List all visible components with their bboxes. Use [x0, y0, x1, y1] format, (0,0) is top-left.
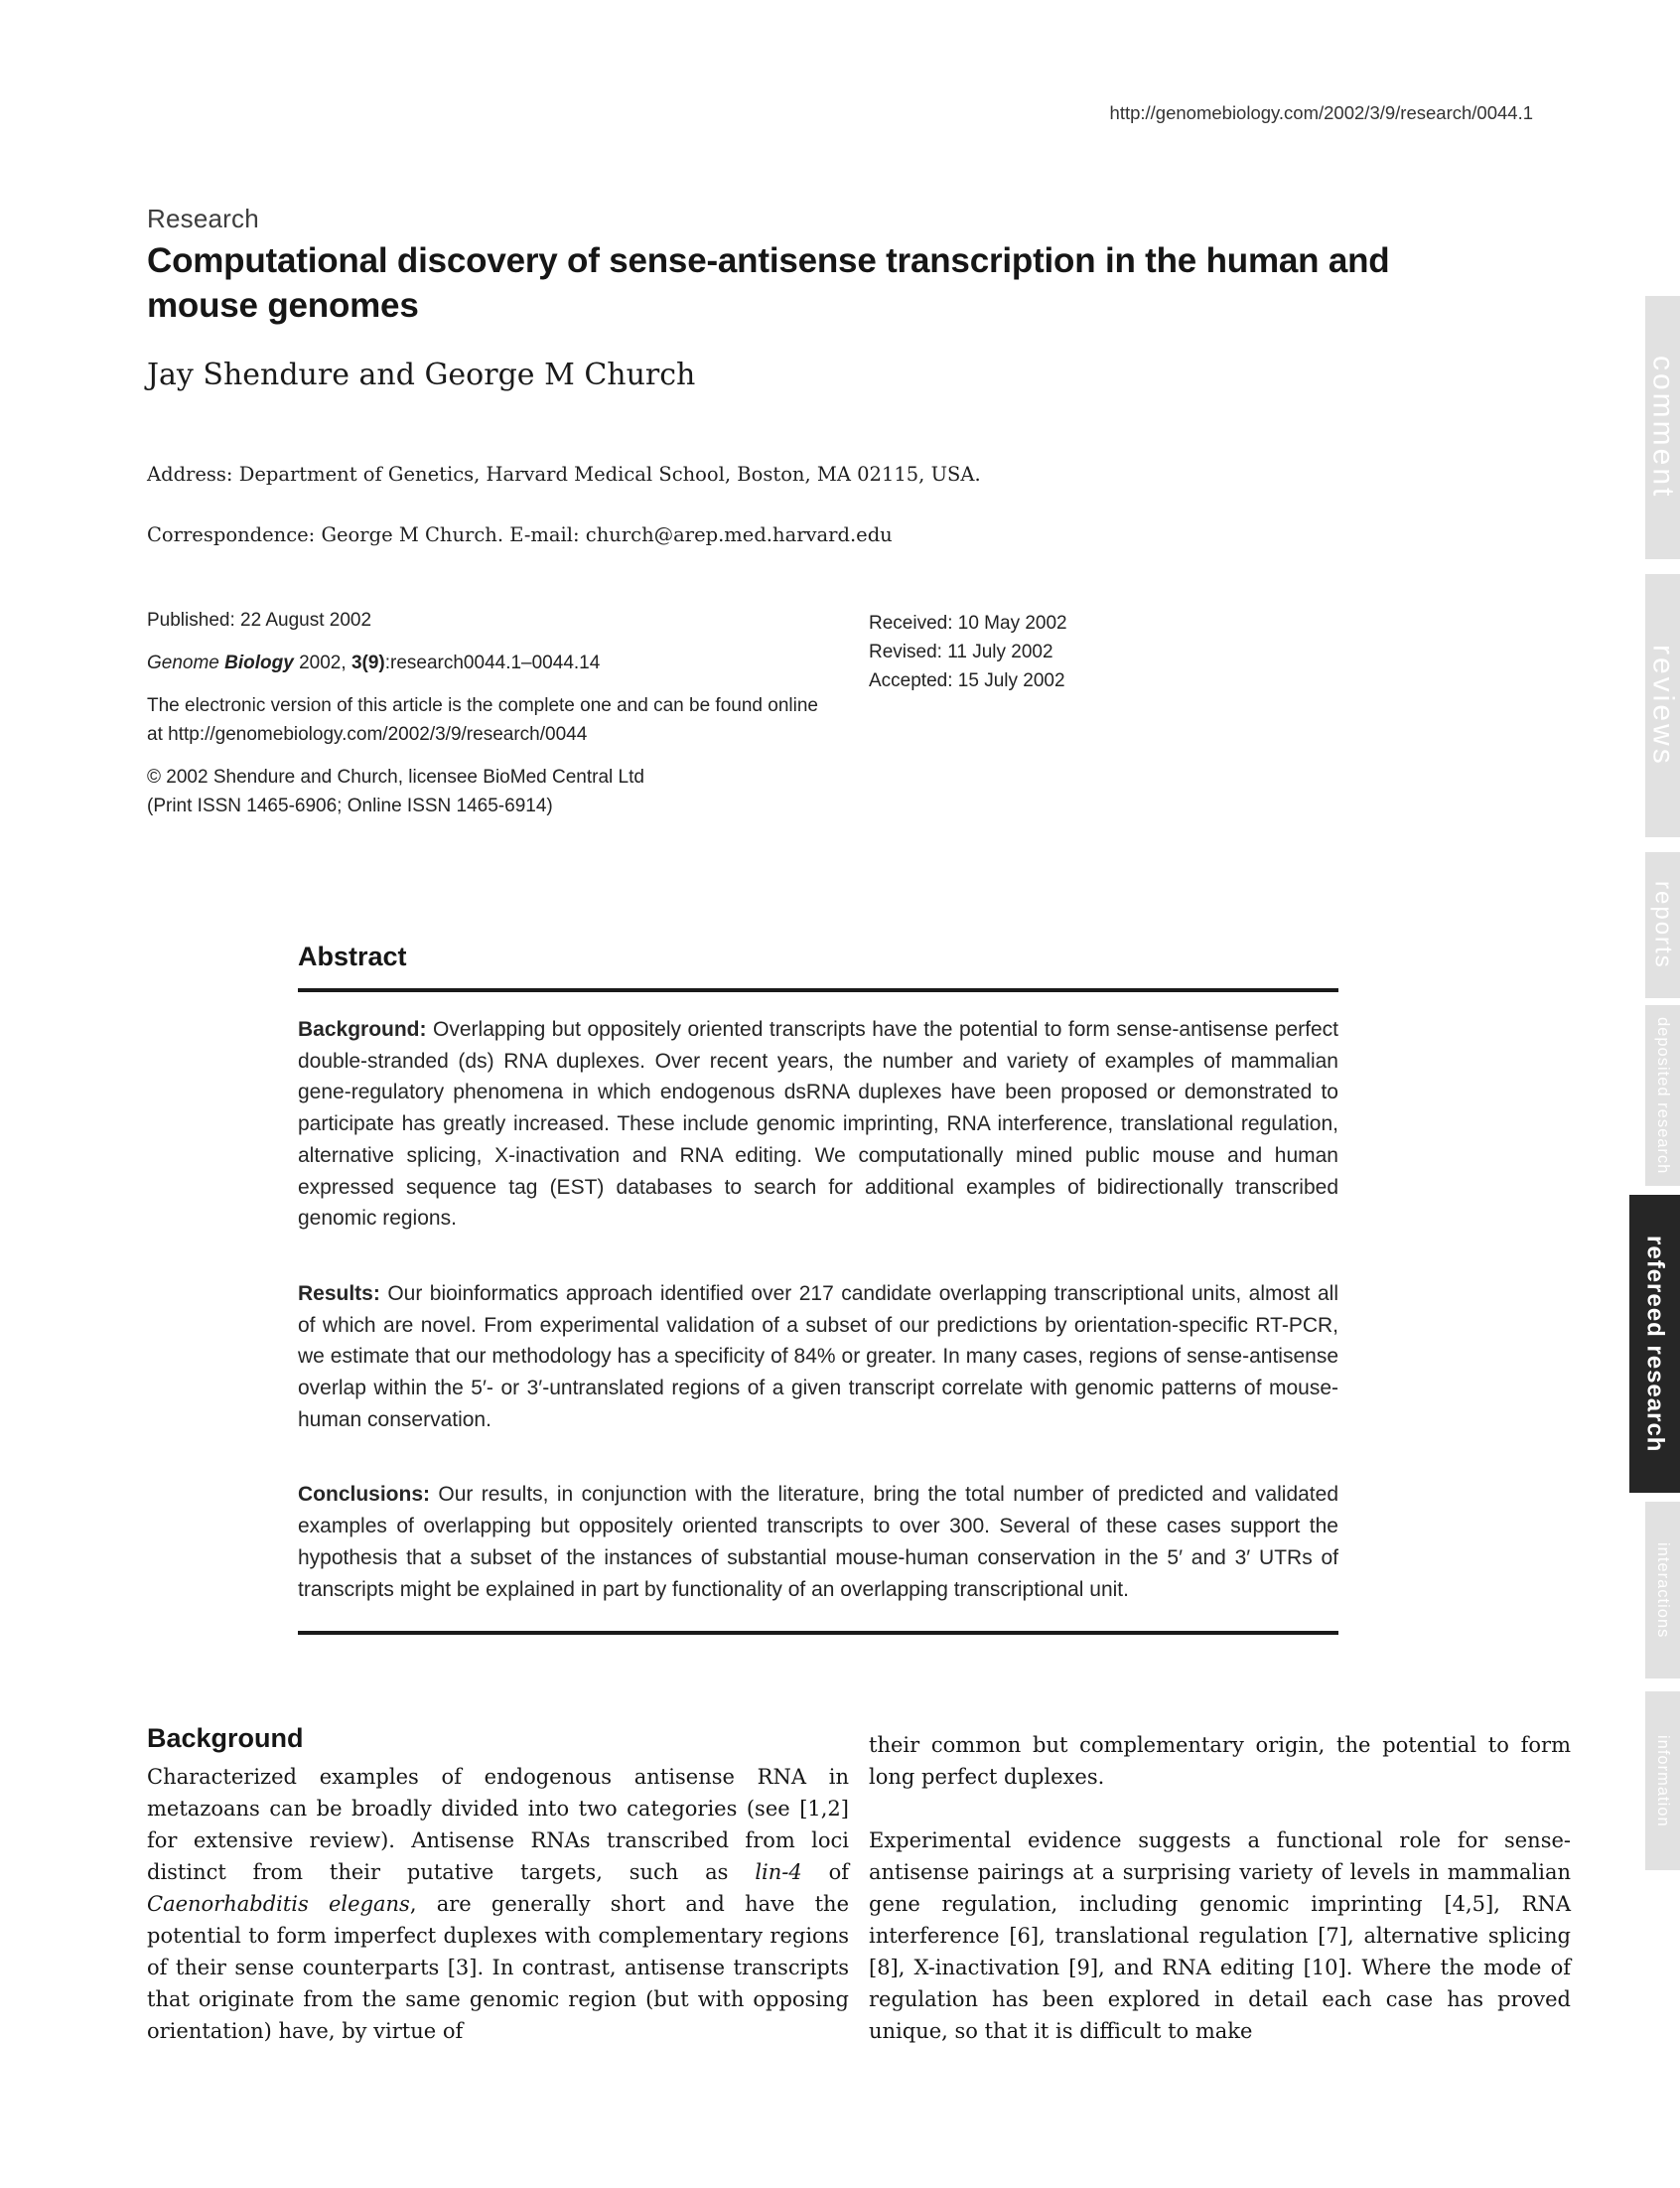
citation-volume: 3(9): [350, 653, 385, 673]
results-label: Results:: [298, 1281, 388, 1305]
journal-name-2: Biology: [224, 653, 294, 673]
tab-label: interactions: [1654, 1541, 1672, 1639]
sidebar-tab-reports[interactable]: [1645, 852, 1680, 998]
sidebar-tab-information[interactable]: [1645, 1691, 1680, 1870]
abstract-top-rule: [298, 988, 1338, 992]
article-title: Computational discovery of sense-antisense transcription in the human and mouse genomes: [147, 241, 1390, 325]
sidebar-tab-reviews[interactable]: [1645, 574, 1680, 837]
revised-date: Revised: 11 July 2002: [869, 642, 1053, 662]
electronic-version-note: The electronic version of this article is the complete one and can be found online at http://genomebiology.com/2002/3/9/research/0044: [147, 695, 818, 745]
body-text: Characterized examples of endogenous antisense RNA in metazoans can be broadly divided into two categories (see [1,2] for extensive review). Antisense RNAs transcribed from loci distinct from their putative targets, such as: [147, 1765, 849, 1884]
sidebar-tab-deposited-research[interactable]: [1645, 1005, 1680, 1186]
tab-label: reviews: [1646, 645, 1680, 767]
article-authors: Jay Shendure and George M Church: [147, 358, 696, 392]
gene-name-italic: lin-4: [755, 1860, 802, 1884]
tab-label: refereed research: [1641, 1235, 1669, 1453]
issn-line: (Print ISSN 1465-6906; Online ISSN 1465-6914): [147, 796, 553, 816]
article-type-kicker: Research: [147, 204, 259, 233]
body-column-left: [147, 1761, 849, 2047]
body-text: of: [801, 1860, 850, 1884]
received-date: Received: 10 May 2002: [869, 613, 1067, 634]
abstract-results-paragraph: [298, 1278, 1338, 1436]
abstract-heading: Abstract: [298, 942, 407, 971]
body-paragraph: their common but complementary origin, the potential to form long perfect duplexes.: [869, 1733, 1571, 1789]
species-name-italic: Caenorhabditis elegans: [147, 1892, 410, 1916]
background-section-heading: Background: [147, 1723, 304, 1753]
tab-label: reports: [1649, 881, 1677, 969]
abstract-section: [298, 942, 1338, 1635]
background-label: Background:: [298, 1018, 434, 1041]
abstract-bottom-rule: [298, 1631, 1338, 1635]
author-address: Address: Department of Genetics, Harvard Medical School, Boston, MA 02115, USA.: [147, 463, 981, 486]
body-paragraph: Experimental evidence suggests a functional role for sense-antisense pairings at a surprising variety of levels in mammalian gene regulation, including genomic imprinting [4,5], RNA interference [6], translational regulation [7], alternative splicing [8], X-inactivation [9], and RNA editing [10]. Where the mode of regulation has been explored in detail each case has proved unique, so that it is difficult to make: [869, 1828, 1571, 2043]
body-text: , are generally short and have the potential to form imperfect duplexes with complementary regions of their sense counterparts [3]. In contrast, antisense transcripts that originate from the same genomic region (but with opposing orientation) have, by virtue of: [147, 1892, 849, 2043]
citation-pages: :research0044.1–0044.14: [384, 653, 601, 673]
conclusions-label: Conclusions:: [298, 1483, 439, 1507]
accepted-date: Accepted: 15 July 2002: [869, 670, 1065, 691]
review-dates: [869, 609, 1067, 695]
sidebar-tab-refereed-research-active[interactable]: [1629, 1195, 1680, 1493]
citation-line: [147, 649, 832, 677]
results-text: Our bioinformatics approach identified over 217 candidate overlapping transcriptional units, almost all of which are novel. From experimental validation of a subset of our predictions by orientation-specific RT-PCR, we estimate that our methodology has a specificity of 84% or greater. In many cases, regions of sense-antisense overlap within the 5′- or 3′-untranslated regions of a given transcript correlate with genomic patterns of mouse-human conservation.: [298, 1281, 1338, 1431]
body-paragraph: [147, 1761, 849, 2047]
sidebar-tab-interactions[interactable]: [1645, 1502, 1680, 1678]
abstract-background-paragraph: [298, 1014, 1338, 1235]
copyright-line: © 2002 Shendure and Church, licensee BioMed Central Ltd: [147, 767, 644, 788]
sidebar-tab-comment[interactable]: [1645, 296, 1680, 559]
citation-year: 2002,: [293, 653, 351, 673]
journal-name: Genome: [147, 653, 225, 673]
publication-info: [147, 606, 832, 820]
tab-label: information: [1654, 1734, 1672, 1827]
conclusions-text: Our results, in conjunction with the literature, bring the total number of predicted and validated examples of overlapping but oppositely oriented transcripts to over 300. Several of these cases support the hypothesis that a subset of the instances of substantial mouse-human conservation in the 5′ and 3′ UTRs of transcripts might be explained in part by functionality of an overlapping transcriptional unit.: [298, 1483, 1339, 1601]
tab-label: deposited research: [1654, 1016, 1672, 1175]
published-date: Published: 22 August 2002: [147, 610, 372, 631]
tab-label: comment: [1646, 356, 1680, 500]
body-column-right: [869, 1729, 1571, 2047]
correspondence-line: Correspondence: George M Church. E-mail: church@arep.med.harvard.edu: [147, 523, 893, 546]
background-text: Overlapping but oppositely oriented transcripts have the potential to form sense-antisense perfect double-stranded (ds) RNA duplexes. Over recent years, the number and variety of examples of mammalian gene-regulatory phenomena in which endogenous dsRNA duplexes have been proposed or demonstrated to participate has greatly increased. These include genomic imprinting, RNA interference, translational regulation, alternative splicing, X-inactivation and RNA editing. We computationally mined public mouse and human expressed sequence tag (EST) databases to search for additional examples of bidirectionally transcribed genomic regions.: [298, 1018, 1339, 1231]
running-header-url: http://genomebiology.com/2002/3/9/research/0044.1: [1109, 102, 1533, 123]
abstract-conclusions-paragraph: [298, 1479, 1338, 1605]
